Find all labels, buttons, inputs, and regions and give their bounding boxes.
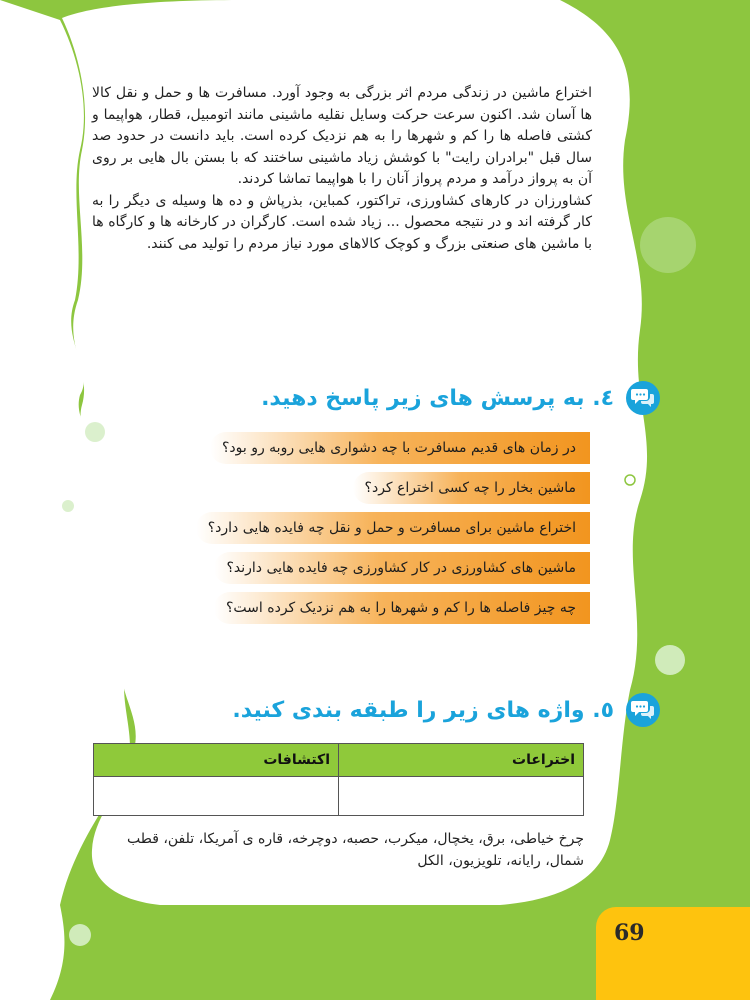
section-5-header — [232, 690, 660, 730]
chat-bubbles-icon — [626, 693, 660, 727]
list-item — [170, 592, 590, 624]
decorative-bubble — [85, 422, 105, 442]
chat-bubbles-icon — [626, 381, 660, 415]
page-number: 69 — [614, 920, 645, 946]
question-text: چه چیز فاصله ها را کم و شهرها را به هم نزدیک کرده است؟ — [214, 592, 590, 624]
question-text: ماشین بخار را چه کسی اختراع کرد؟ — [353, 472, 590, 504]
table-header-row — [94, 744, 584, 777]
list-item — [170, 512, 590, 544]
reading-paragraph: کشاورزان در کارهای کشاورزی، تراکتور، کمباین، بذرپاش و ده ها وسیله ی دیگر را به کار گرفته اند و در نتیجه محصول ... زیاد شده است. کارگران در کارخانه ها و کارگاه ها با ماشین های صنعتی بزرگ و کوچک کالاهای مورد نیاز مردم را تولید می کنند. — [92, 192, 592, 252]
table-row — [94, 777, 584, 816]
list-item — [170, 432, 590, 464]
word-list: چرخ خیاطی، برق، یخچال، میکرب، حصبه، دوچرخه، قاره ی آمریکا، تلفن، قطب شمال، رایانه، تلویزیون، الکل — [127, 831, 584, 869]
question-list — [170, 432, 590, 632]
decorative-bubble — [62, 500, 74, 512]
decorative-bubble — [69, 924, 91, 946]
section-4-header — [261, 378, 660, 418]
column-discoveries: اکتشافات — [94, 744, 339, 777]
question-text: ماشین های کشاورزی در کار کشاورزی چه فایده هایی دارند؟ — [214, 552, 590, 584]
section-4-title: ٤. به پرسش های زیر پاسخ دهید. — [261, 385, 614, 411]
decorative-bubble — [640, 217, 696, 273]
column-inventions: اختراعات — [339, 744, 584, 777]
list-item — [170, 552, 590, 584]
question-text: در زمان های قدیم مسافرت با چه دشواری هایی روبه رو بود؟ — [210, 432, 590, 464]
answer-cell-inventions[interactable] — [339, 777, 584, 816]
question-text: اختراع ماشین برای مسافرت و حمل و نقل چه فایده هایی دارد؟ — [196, 512, 590, 544]
answer-cell-discoveries[interactable] — [94, 777, 339, 816]
section-5-title: ٥. واژه های زیر را طبقه بندی کنید. — [232, 697, 614, 723]
classification-table — [93, 743, 584, 816]
decorative-bubble — [655, 645, 685, 675]
reading-passage — [92, 83, 592, 255]
reading-paragraph: اختراع ماشین در زندگی مردم اثر بزرگی به وجود آورد. مسافرت ها و حمل و نقل کالا ها آسان شد. اکنون سرعت حرکت وسایل نقلیه ماشینی مانند اتومبیل، قطار، هواپیما و کشتی فاصله ها را کم و شهرها را به هم نزدیک کرده است. باید دانست در حدود صد سال قبل "برادران رایت" با کوشش زیاد ماشینی ساختند که با بستن بال هایی بر روی آن به پرواز درآمد و مردم پرواز آنان را با هواپیما تماشا کردند. — [92, 85, 592, 187]
list-item — [170, 472, 590, 504]
